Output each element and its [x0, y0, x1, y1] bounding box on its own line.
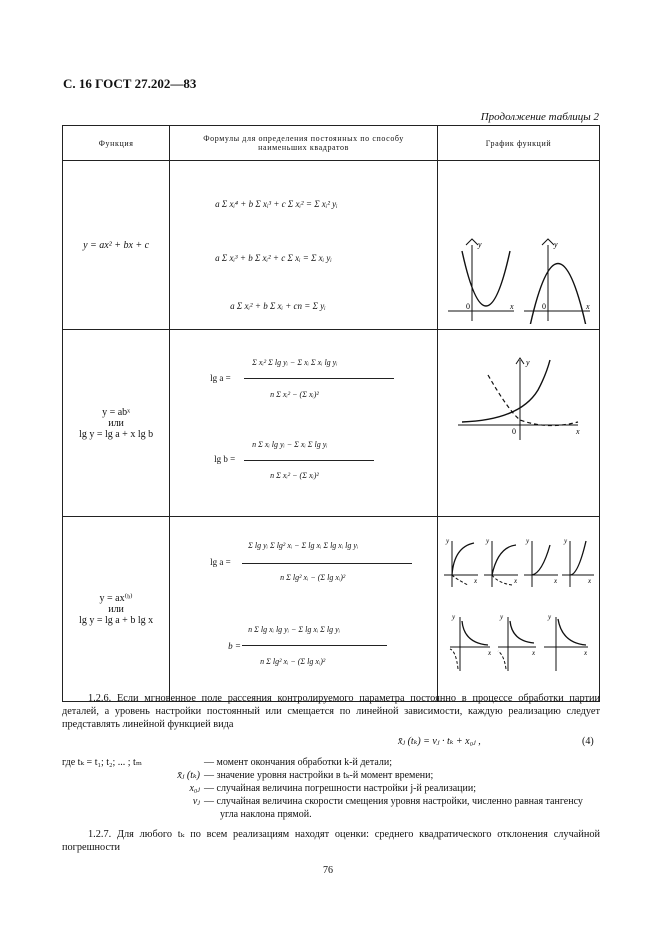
svg-text:x: x — [583, 649, 588, 657]
definition-symbol — [62, 808, 220, 821]
col-header-function: Функция — [63, 126, 170, 161]
svg-text:x: x — [487, 649, 492, 657]
lga-fraction-bar — [244, 378, 394, 379]
lga-denominator: n Σ xᵢ² − (Σ xᵢ)² — [270, 390, 319, 399]
paragraph-1-2-7: 1.2.7. Для любого tₖ по всем реализациям находят оценки: среднего квадратического отклонения случайной погрешности — [62, 829, 600, 853]
function-power — [63, 517, 170, 702]
svg-text:y: y — [553, 240, 558, 249]
quadratic-eq-2: a Σ xᵢ³ + b Σ xᵢ² + c Σ xᵢ = Σ xᵢ yᵢ — [215, 253, 332, 263]
formulas-power — [170, 517, 438, 702]
svg-text:x: x — [531, 649, 536, 657]
svg-text:y: y — [485, 537, 490, 545]
lgb-label: lg b = — [214, 454, 236, 464]
svg-text:y: y — [451, 613, 456, 621]
definition-row — [62, 782, 602, 795]
power-lga-denominator: n Σ lg² xᵢ − (Σ lg xᵢ)² — [280, 573, 346, 582]
page-header: С. 16 ГОСТ 27.202—83 — [63, 76, 197, 91]
quadratic-eq-1: a Σ xᵢ⁴ + b Σ xᵢ³ + c Σ xᵢ² = Σ xᵢ² yᵢ — [215, 199, 338, 209]
graph-quadratic — [437, 161, 599, 330]
definition-symbol: где tₖ = t₁; t₂; ... ; tₘ — [62, 757, 142, 768]
svg-text:x: x — [553, 577, 558, 585]
function-exponential-line-2: или — [108, 417, 124, 429]
equation-4-number: (4) — [582, 736, 594, 747]
power-b-fraction-bar — [242, 645, 387, 646]
power-lga-fraction-bar — [242, 563, 412, 564]
definition-row — [62, 756, 602, 769]
function-power-line-1: y = ax⁽ᵇ⁾ — [99, 592, 133, 604]
function-power-line-2: или — [108, 603, 124, 615]
svg-text:y: y — [547, 613, 552, 621]
lgb-denominator: n Σ xᵢ² − (Σ xᵢ)² — [270, 471, 319, 480]
definition-row — [62, 808, 602, 821]
table-continuation-label: Продолжение таблицы 2 — [480, 111, 599, 123]
lga-label: lg a = — [210, 373, 231, 383]
svg-text:y: y — [563, 537, 568, 545]
definition-text: — момент окончания обработки k-й детали; — [204, 757, 393, 768]
col-header-graphs: График функций — [437, 126, 599, 161]
definition-text: — значение уровня настройки в tₖ-й момент времени; — [204, 770, 434, 781]
function-exponential-line-3: lg y = lg a + x lg b — [79, 428, 154, 440]
power-b-label: b = — [228, 641, 241, 651]
lgb-numerator: n Σ xᵢ lg yᵢ − Σ xᵢ Σ lg yᵢ — [252, 440, 328, 449]
equation-4: x̄ⱼ (tₖ) = vⱼ · tₖ + x₀ⱼ , — [398, 736, 481, 747]
svg-text:x: x — [509, 302, 514, 311]
definition-symbol: x₀ⱼ — [189, 783, 200, 794]
function-power-line-3: lg y = lg a + b lg x — [79, 614, 154, 626]
parabola-graphs — [438, 161, 599, 324]
formulas-quadratic — [170, 161, 438, 330]
graph-power — [437, 517, 599, 702]
svg-text:y: y — [525, 537, 530, 545]
definition-symbol: x̄ⱼ (tₖ) — [177, 770, 200, 781]
definition-symbol: vⱼ — [192, 796, 200, 807]
svg-text:0: 0 — [511, 427, 516, 436]
definitions-list — [62, 756, 602, 821]
svg-text:y: y — [525, 358, 530, 367]
power-lga-numerator: Σ lg yᵢ Σ lg² xᵢ − Σ lg xᵢ Σ lg xᵢ lg yᵢ — [248, 541, 359, 550]
function-exponential-line-1: y = abˣ — [102, 406, 131, 418]
definition-row — [62, 769, 602, 782]
power-function-graphs — [438, 517, 599, 696]
definition-text: — случайная величина скорости смещения уровня настройки, численно равная тангенсу — [204, 796, 583, 807]
lgb-fraction-bar — [244, 460, 374, 461]
svg-text:x: x — [575, 427, 580, 436]
power-lga-label: lg a = — [210, 557, 231, 567]
svg-text:0: 0 — [541, 302, 546, 311]
svg-text:y: y — [477, 240, 482, 249]
col-header-formulas: Формулы для определения постоянных по способу наименьших квадратов — [170, 126, 438, 161]
definition-text: — случайная величина погрешности настройки j-й реализации; — [204, 783, 476, 794]
function-quadratic: y = ax² + bx + c — [63, 161, 170, 330]
graph-exponential — [437, 330, 599, 517]
svg-text:x: x — [473, 577, 478, 585]
paragraph-1-2-6: 1.2.6. Если мгновенное поле рассеяния контролируемого параметра постоянно в процессе обработки партии деталей, а уровень настройки постоянный или смещается по линейной зависимости, каждую реализацию следует представлять линейной функцией вида — [62, 693, 600, 730]
formulas-exponential — [170, 330, 438, 517]
svg-text:y: y — [445, 537, 450, 545]
definition-row — [62, 795, 602, 808]
svg-text:x: x — [513, 577, 518, 585]
svg-text:x: x — [585, 302, 590, 311]
svg-text:y: y — [499, 613, 504, 621]
quadratic-eq-3: a Σ xᵢ² + b Σ xᵢ + cn = Σ yᵢ — [230, 301, 326, 311]
lga-numerator: Σ xᵢ² Σ lg yᵢ − Σ xᵢ Σ xᵢ lg yᵢ — [252, 358, 338, 367]
power-b-numerator: n Σ lg xᵢ lg yᵢ − Σ lg xᵢ Σ lg yᵢ — [248, 625, 340, 634]
formula-table — [62, 125, 600, 702]
function-exponential — [63, 330, 170, 517]
svg-text:x: x — [587, 577, 592, 585]
definition-text: угла наклона прямой. — [220, 809, 312, 820]
power-b-denominator: n Σ lg² xᵢ − (Σ lg xᵢ)² — [260, 657, 326, 666]
page-number: 76 — [323, 865, 333, 876]
exponential-graphs — [438, 330, 599, 511]
svg-text:0: 0 — [465, 302, 470, 311]
